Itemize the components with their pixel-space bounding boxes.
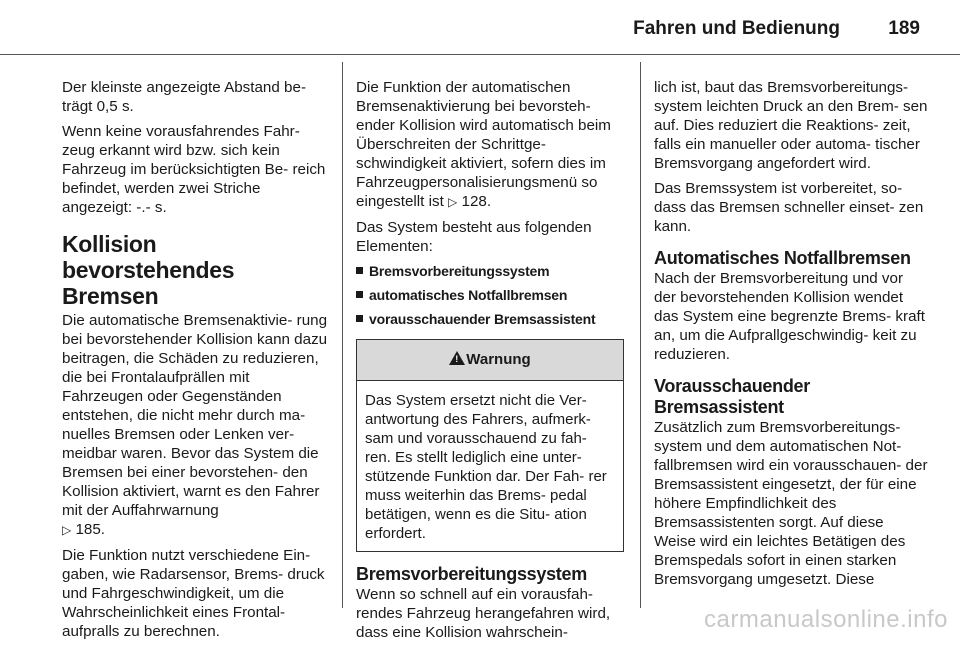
page-ref-arrow-icon: ▷ [62,523,72,537]
header-divider [0,54,960,55]
warning-triangle-icon [449,351,465,365]
section-heading-emergency-braking: Automatisches Notfallbremsen [654,248,911,268]
warning-text: Das System ersetzt nicht die Ver- antwortung des Fahrers, aufmerk- sam und vorausschauend zu fah- ren. Es stellt lediglich eine unter- stützende Funktion dar. Der Fah- rer muss weiterhin das Brems- pedal betätigen, wenn es die Situ- ation erfordert. [365,392,607,542]
page-ref-link[interactable]: 128. [461,193,492,210]
paragraph-elements-intro: Das System besteht aus folgenden Elementen: [356,219,592,255]
bullet-square-icon [356,315,363,322]
paragraph-emergency-braking: Nach der Bremsvorbereitung und vor der bevorstehenden Kollision wendet das System eine begrenzte Brems- kraft an, um die Aufprallgeschwindig- keit zu reduzieren. [654,270,925,363]
paragraph-brake-prep: Wenn so schnell auf ein vorausfah- rendes Fahrzeug herangefahren wird, dass eine Kollision wahrschein- [356,586,611,641]
paragraph-no-vehicle: Wenn keine vorausfahrendes Fahr- zeug erkannt wird bzw. sich kein Fahrzeug im berücksichtigten Be- reich befindet, werden zwei Striche angezeigt: -.- s. [62,123,326,216]
warning-header: !Warnung [357,340,623,381]
paragraph-brake-prep-cont: lich ist, baut das Bremsvorbereitungs- system leichten Druck an den Brem- sen auf. Dies reduziert die Reaktions- zeit, falls ein manueller oder automa- tischer Bremsvorgang angefordert wird. [654,79,928,172]
paragraph-auto-braking: Die automatische Bremsenaktivie- rung bei bevorstehender Kollision kann dazu beitragen, die Schäden zu reduzieren, die bei Frontalaufprällen mit Fahrzeugen oder Gegenständen entstehen, die nicht mehr durch ma- nuelles Bremsen oder Lenken ver- meidbar waren. Bevor das System die Bremsen bei einer bevorstehen- den Kollision aktiviert, warnt es den Fahrer mit der Auffahrwarnung ▷ 185. [62,312,328,538]
list-item: Bremsvorbereitungssystem [356,262,632,281]
page-number: 189 [888,18,920,39]
paragraph-brake-system-ready: Das Bremssystem ist vorbereitet, so- dass das Bremsen schneller einset- zen kann. [654,180,924,235]
page-ref-link[interactable]: 185. [75,521,106,538]
column-divider-1 [342,62,343,608]
bullet-square-icon [356,291,363,298]
list-item: automatisches Notfallbremsen [356,286,632,305]
paragraph-inputs: Die Funktion nutzt verschiedene Ein- gaben, wie Radarsensor, Brems- druck und Fahrgeschwindigkeit, um die Wahrscheinlichkeit eines Frontal- aufpralls zu berechnen. [62,547,325,640]
section-heading-brake-prep: Bremsvorbereitungssystem [356,564,587,584]
paragraph-brake-assist: Zusätzlich zum Bremsvorbereitungs- system und dem automatischen Not- fallbremsen wird ein vorausschauen- der Bremsassistent eingesetzt, der für eine höhere Empfindlichkeit des Bremsassistenten sorgt. Auf diese Weise wird ein leichtes Betätigen des Bremspedals sofort in einen starken Bremsvorgang umgesetzt. Diese [654,419,928,588]
column-divider-2 [640,62,641,608]
bullet-square-icon [356,267,363,274]
page-ref-arrow-icon: ▷ [448,195,458,209]
paragraph-activation: Die Funktion der automatischen Bremsenaktivierung bei bevorsteh- ender Kollision wird automatisch beim Überschreiten der Schrittge- schwindigkeit aktiviert, sofern dies im Fahrzeugpersonalisierungsmenü so eingestellt ist ▷ 128. [356,79,611,210]
watermark: carmanualsonline.info [704,606,948,633]
list-item: vorausschauender Bremsassistent [356,310,632,329]
column-1 [62,78,332,647]
warning-box [356,339,624,552]
paragraph-min-distance: Der kleinste angezeigte Abstand be- trägt 0,5 s. [62,79,307,115]
section-heading-collision-braking: Kollision bevorstehendes Bremsen [62,231,235,309]
column-3 [654,78,928,595]
column-2 [356,78,632,648]
section-heading-brake-assist: Vorausschauender Bremsassistent [654,376,810,417]
page-header-title: Fahren und Bedienung [633,18,840,39]
